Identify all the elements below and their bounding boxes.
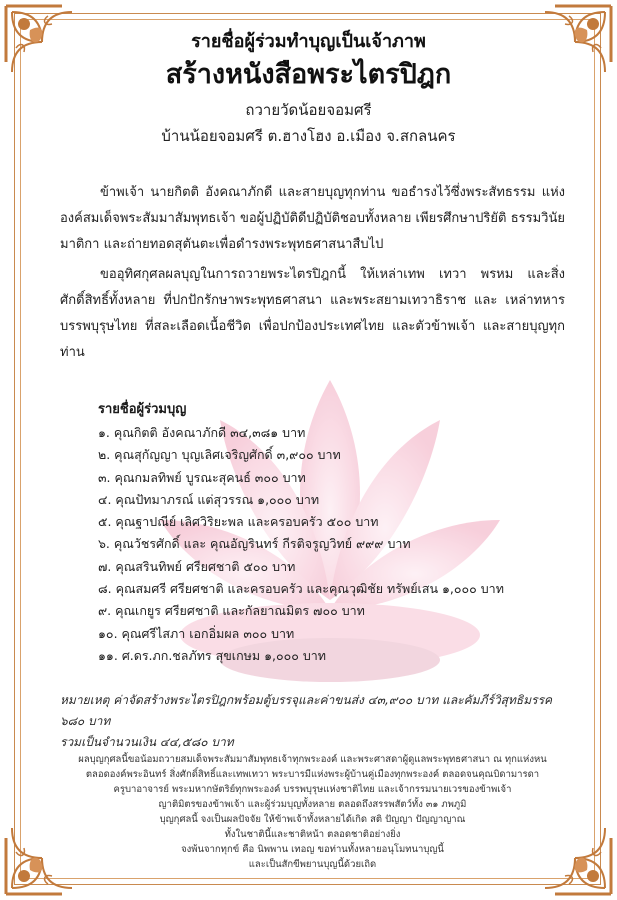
note-section: [60, 690, 570, 753]
note-total: รวมเป็นจำนวนเงิน ๔๔,๕๘๐ บาท: [60, 735, 234, 749]
donor-list: [98, 422, 504, 667]
list-item: ๙. คุณเกยูร ศรียศชาติ และกัลยาณมิตร ๗๐๐ บาท: [98, 603, 365, 619]
footer-line: ผลบุญกุศลนี้ขอน้อมถวายสมเด็จพระสัมมาสัมพุทธเจ้าทุกพระองค์ และพระศาสดาผู้ดูแลพระพุทธศาสนา ณ ทุกแห่งหน: [78, 754, 547, 765]
footer-line: ทั้งในชาตินี้และชาติหน้า ตลอดชาติอย่างยิ่ง: [224, 829, 401, 840]
note-line: หมายเหตุ ค่าจัดสร้างพระไตรปิฎกพร้อมตู้บรรจุและค่าขนส่ง ๔๓,๙๐๐ บาท และคัมภีร์วิสุทธิมรรค ๖๘๐ บาท: [60, 693, 553, 728]
header-address: บ้านน้อยจอมศรี ต.ฮางโฮง อ.เมือง จ.สกลนคร: [161, 127, 456, 145]
donor-list-title: รายชื่อผู้ร่วมบุญ: [98, 402, 187, 417]
header-line: รายชื่อผู้ร่วมทำบุญเป็นเจ้าภาพ: [191, 31, 426, 52]
footer-dedication: [60, 752, 565, 872]
list-item: ๑๐. คุณศรีไสภา เอกอิ่มผล ๓๐๐ บาท: [98, 625, 295, 641]
page-title: สร้างหนังสือพระไตรปิฎก: [165, 59, 452, 90]
footer-line: ญาติมิตรของข้าพเจ้า และผู้ร่วมบุญทั้งหลาย ตลอดถึงสรรพสัตว์ทั้ง ๓๑ ภพภูมิ: [158, 799, 467, 810]
header-subtitle: ถวายวัดน้อยจอมศรี: [245, 101, 372, 119]
dedication-paragraph: ขออุทิศกุศลผลบุญในการถวายพระไตรปิฎกนี้ ให้เหล่าเทพ เทวา พรหม และสิ่งศักดิ์สิทธิ์ทั้งหลาย ที่ปกปักรักษาพระพุทธศาสนา และพระสยามเทวาธิราช และ เหล่าทหารบรรพบุรุษไทย ที่สละเลือดเนื้อชีวิต เพื่อปกป้องประเทศไทย และตัวข้าพเจ้า และสายบุญทุกท่าน: [60, 267, 565, 360]
list-item: ๑. คุณกิตติ อังคณาภักดี ๓๔,๓๘๑ บาท: [98, 425, 306, 440]
list-item: ๓. คุณกมลทิพย์ บูรณะสุคนธ์ ๓๐๐ บาท: [98, 469, 306, 485]
footer-line: และเป็นสักขีพยานบุญนี้ด้วยเถิด: [248, 859, 377, 870]
footer-line: ครูบาอาจารย์ พระมหากษัตริย์ทุกพระองค์ บรรพบุรุษแห่งชาติไทย และเจ้ากรรมนายเวรของข้าพเจ้า: [113, 784, 512, 795]
list-item: ๕. คุณฐาปณีย์ เลิศวิริยะพล และครอบครัว ๕๐๐ บาท: [98, 514, 379, 530]
list-item: ๖. คุณวัชรศักดิ์ และ คุณอัญรินทร์ กีรติจรูญวิทย์ ๙๙๙ บาท: [98, 536, 411, 552]
dedication-paragraph: ข้าพเจ้า นายกิตติ อังคณาภักดี และสายบุญทุกท่าน ขอธำรงไว้ซึ่งพระสัทธรรม แห่งองค์สมเด็จพระสัมมาสัมพุทธเจ้า ขอผู้ปฏิบัติดีปฏิบัติชอบทั้งหลาย เพียรศึกษาปริยัติ ธรรมวินัย มาติกา และถ่ายทอดสุตันตะเพื่อดำรงพระพุทธศาสนาสืบไป: [60, 185, 565, 252]
list-item: ๔. คุณปัทมาภรณ์ แต่สุวรรณ ๑,๐๐๐ บาท: [98, 491, 320, 507]
list-item: ๑๑. ศ.ดร.ภก.ชลภัทร สุขเกษม ๑,๐๐๐ บาท: [98, 647, 327, 663]
list-item: ๗. คุณสรินทิพย์ ศรียศชาติ ๕๐๐ บาท: [98, 558, 296, 574]
list-item: ๘. คุณสมศรี ศรียศชาติ และครอบครัว และคุณวุฒิชัย ทรัพย์เสน ๑,๐๐๐ บาท: [98, 581, 504, 597]
footer-line: จงพ้นจากทุกข์ คือ นิพพาน เทอญ ขอท่านทั้งหลายอนุโมทนาบุญนี้: [181, 844, 444, 855]
footer-line: บุญกุศลนี้ จงเป็นผลปัจจัย ให้ข้าพเจ้าทั้งหลายได้เกิด สติ ปัญญา ปัญญาญาณ: [159, 814, 466, 825]
footer-line: ตลอดองค์พระอินทร์ สิ่งศักดิ์สิทธิ์และเทพเทวา พระบารมีแห่งพระผู้บ้านคู่เมืองทุกพระองค์ ตลอดจนคุณบิดามารดา: [85, 769, 540, 780]
list-item: ๒. คุณสุกัญญา บุญเลิศเจริญศักดิ์ ๓,๙๐๐ บาท: [98, 447, 341, 463]
